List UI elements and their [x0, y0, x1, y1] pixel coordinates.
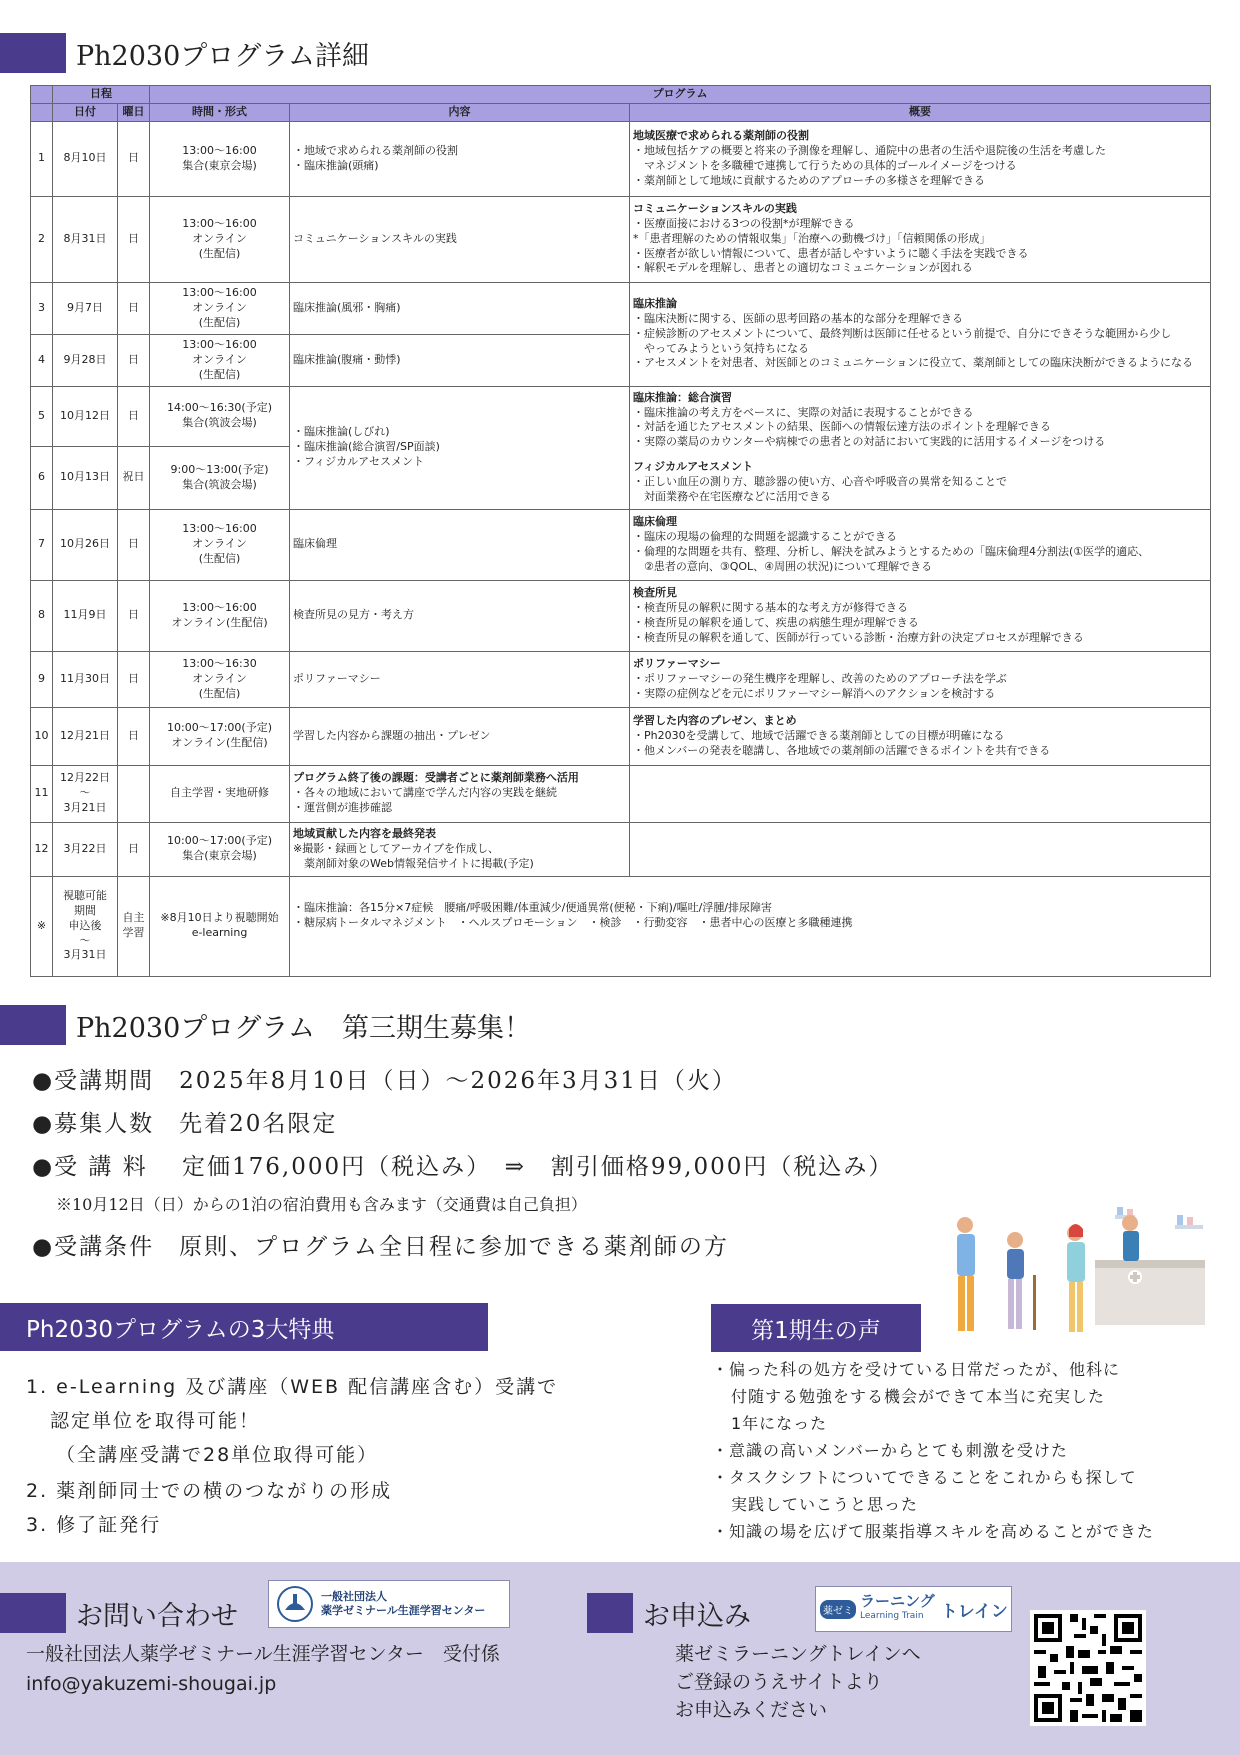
row-number: 10 [31, 707, 53, 765]
row-content [290, 822, 630, 876]
summary-title: 地域医療で求められる薬剤師の役割 [633, 129, 809, 142]
row-summary [630, 707, 1211, 765]
table-row [31, 282, 1211, 334]
row-summary [630, 765, 1211, 822]
row-date: 9月7日 [53, 282, 118, 334]
row-time: 13:00～16:00 オンライン (生配信) [150, 509, 290, 580]
table-row [31, 580, 1211, 651]
apply-text-1: 薬ゼミラーニングトレインへ [675, 1643, 921, 1665]
pharmacy-illustration [945, 1205, 1210, 1340]
row-summary [630, 386, 1211, 509]
row-summary [630, 282, 1211, 386]
summary-body: ・臨床推論の考え方をベースに、実際の対話に表現することができる ・対話を通じたアセスメントの結果、医師への情報伝達方法のポイントを理解できる ・実際の薬局のカウンターや病棟での患者との対話において実践的に活用するイメージをつける [633, 405, 1106, 449]
apply-heading [587, 1593, 751, 1633]
features-title: Ph2030プログラムの3大特典 [26, 1316, 335, 1343]
voice-4: ・知識の場を広げて服薬指導スキルを高めることができた [712, 1522, 1154, 1541]
info-fee-note: ※10月12日（日）からの1泊の宿泊費用も含みます（交通費は自己負担） [56, 1195, 587, 1214]
info-period: ●受講期間 2025年8月10日（日）～2026年3月31日（火） [32, 1068, 737, 1094]
row-summary [630, 580, 1211, 651]
row-content: ・臨床推論：各15分×7症候 腰痛/呼吸困難/体重減少/便通異常(便秘・下痢)/嘔吐/浮腫/排尿障害 ・糖尿病トータルマネジメント ・ヘルスプロモーション ・検診 ・行動変容 ・患者中心の医療と多職種連携 [290, 876, 1211, 976]
row-time: 14:00～16:30(予定) 集合(筑波会場) [150, 386, 290, 446]
features-banner [0, 1303, 488, 1351]
row-number: 9 [31, 651, 53, 707]
row-date: 10月12日 [53, 386, 118, 446]
row-date: 11月9日 [53, 580, 118, 651]
header-schedule: 日程 [53, 86, 150, 104]
summary-body: ・Ph2030を受講して、地域で活躍できる薬剤師としての目標が明確になる ・他メンバーの発表を聴講し、各地域での薬剤師の活躍できるポイントを共有できる [633, 728, 1051, 757]
row-time: 13:00～16:00 オンライン (生配信) [150, 196, 290, 282]
table-row [31, 121, 1211, 196]
contact-organization: 一般社団法人薬学ゼミナール生涯学習センター 受付係 [26, 1643, 500, 1665]
table-row [31, 876, 1211, 976]
row-date: 9月28日 [53, 334, 118, 386]
summary-title: 検査所見 [633, 586, 677, 599]
row-summary [630, 509, 1211, 580]
summary-body-2: ・正しい血圧の測り方、聴診器の使い方、心音や呼吸音の異常を知ることで 対面業務や在宅医療などに活用できる [633, 474, 1007, 503]
row-time: 13:00～16:00 オンライン(生配信) [150, 580, 290, 651]
qr-code-icon[interactable] [1030, 1610, 1146, 1726]
row-day: 日 [118, 651, 150, 707]
row-summary [630, 196, 1211, 282]
row-summary [630, 121, 1211, 196]
section-heading-recruit [0, 1005, 531, 1045]
apply-logo-badge: 薬ゼミ [820, 1600, 856, 1619]
contact-logo-line1: 一般社団法人 [321, 1590, 387, 1603]
content-title: プログラム終了後の課題：受講者ごとに薬剤師業務へ活用 [293, 771, 579, 785]
section-title: Ph2030プログラム詳細 [76, 40, 369, 72]
row-time: 13:00～16:00 集合(東京会場) [150, 121, 290, 196]
row-number: 6 [31, 446, 53, 509]
row-number: 7 [31, 509, 53, 580]
summary-body: ・地域包括ケアの概要と将来の予測像を理解し、通院中の患者の生活や退院後の生活を考慮した マネジメントを多職種で連携して行うための具体的ゴールイメージをつける ・薬剤師として地域に貢献するためのアプローチの多様さを理解できる [633, 143, 1106, 187]
row-content: 臨床推論(風邪・胸痛) [290, 282, 630, 334]
row-day: 日 [118, 282, 150, 334]
content-body: ・各々の地域において講座で学んだ内容の実践を継続 ・運営側が進捗確認 [293, 786, 557, 815]
contact-logo [268, 1580, 510, 1628]
header-day: 曜日 [118, 103, 150, 121]
contact-title: お問い合わせ [76, 1600, 238, 1632]
row-day: 日 [118, 386, 150, 446]
schedule-table [30, 85, 1211, 977]
row-number: 11 [31, 765, 53, 822]
row-number: 5 [31, 386, 53, 446]
content-title: 地域貢献した内容を最終発表 [293, 826, 436, 840]
apply-logo-main: ラーニング [860, 1592, 935, 1610]
summary-body: ・ポリファーマシーの発生機序を理解し、改善のためのアプローチ法を学ぶ ・実際の症例などを元にポリファーマシー解消へのアクションを検討する [633, 671, 1007, 700]
row-content: ポリファーマシー [290, 651, 630, 707]
row-date: 11月30日 [53, 651, 118, 707]
feature-item-1: 1. e-Learning 及び講座（WEB 配信講座含む）受講で [26, 1376, 559, 1398]
row-content [290, 765, 630, 822]
row-time: 10:00～17:00(予定) オンライン(生配信) [150, 707, 290, 765]
row-day: 日 [118, 509, 150, 580]
apply-logo [815, 1586, 1012, 1632]
table-row [31, 651, 1211, 707]
row-date: 8月10日 [53, 121, 118, 196]
row-time: 13:00～16:00 オンライン (生配信) [150, 282, 290, 334]
row-content: コミュニケーションスキルの実践 [290, 196, 630, 282]
header-program: プログラム [150, 86, 1211, 104]
row-time: 自主学習・実地研修 [150, 765, 290, 822]
voice-1: ・偏った科の処方を受けている日常だったが、他科に [712, 1360, 1121, 1379]
table-row [31, 509, 1211, 580]
row-number: ※ [31, 876, 53, 976]
row-day [118, 765, 150, 822]
summary-title: 臨床倫理 [633, 515, 677, 528]
apply-logo-right: トレイン [940, 1601, 1008, 1622]
summary-body: ・医療面接における3つの役割*が理解できる *「患者理解のための情報収集」「治療への動機づけ」「信頼関係の形成」 ・医療者が欲しい情報について、患者が話しやすいように聴く手法を実践できる ・解釈モデルを理解し、患者との適切なコミュニケーションが図れる [633, 216, 1029, 275]
row-number: 3 [31, 282, 53, 334]
info-capacity: ●募集人数 先着20名限定 [32, 1111, 338, 1137]
table-row [31, 822, 1211, 876]
row-number: 4 [31, 334, 53, 386]
row-date: 3月22日 [53, 822, 118, 876]
section-title: Ph2030プログラム 第三期生募集！ [76, 1012, 531, 1044]
row-date: 12月21日 [53, 707, 118, 765]
summary-body: ・臨床決断に関する、医師の思考回路の基本的な部分を理解できる ・症候診断のアセスメントについて、最終判断は医師に任せるという前提で、自分にできそうな範囲から少し やってみようという気持ちになる ・アセスメントを対患者、対医師とのコミュニケーションに役立て、薬剤師としての臨床決断ができるようになる [633, 311, 1194, 370]
header-content: 内容 [290, 103, 630, 121]
row-content: 検査所見の見方・考え方 [290, 580, 630, 651]
summary-title: 臨床推論 [633, 297, 677, 311]
row-time: 13:00～16:30 オンライン (生配信) [150, 651, 290, 707]
voice-1-line3: 1年になった [731, 1414, 828, 1433]
row-number: 12 [31, 822, 53, 876]
row-number: 1 [31, 121, 53, 196]
table-row [31, 765, 1211, 822]
row-time: 10:00～17:00(予定) 集合(東京会場) [150, 822, 290, 876]
apply-text-2: ご登録のうえサイトより [675, 1671, 883, 1693]
row-time: 9:00～13:00(予定) 集合(筑波会場) [150, 446, 290, 509]
organization-emblem-icon [275, 1584, 315, 1624]
summary-title: コミュニケーションスキルの実践 [633, 202, 797, 216]
row-day: 日 [118, 580, 150, 651]
row-time: ※8月10日より視聴開始 e-learning [150, 876, 290, 976]
row-day: 日 [118, 121, 150, 196]
feature-item-1-line2: 認定単位を取得可能！ [50, 1410, 261, 1432]
row-date: 12月22日 ～ 3月21日 [53, 765, 118, 822]
apply-title: お申込み [643, 1600, 751, 1632]
row-summary [630, 822, 1211, 876]
row-day: 日 [118, 822, 150, 876]
summary-body: ・検査所見の解釈に関する基本的な考え方が修得できる ・検査所見の解釈を通して、疾患の病態生理が理解できる ・検査所見の解釈を通して、医師が行っている診断・治療方針の決定プロセスが理解できる [633, 600, 1084, 644]
row-content: 臨床倫理 [290, 509, 630, 580]
heading-bar [587, 1593, 633, 1633]
header-time: 時間・形式 [150, 103, 290, 121]
voices-title: 第1期生の声 [751, 1317, 881, 1344]
info-condition: ●受講条件 原則、プログラム全日程に参加できる薬剤師の方 [32, 1234, 729, 1260]
heading-bar [0, 1005, 66, 1045]
contact-email[interactable]: info@yakuzemi-shougai.jp [26, 1673, 277, 1695]
row-time: 13:00～16:00 オンライン (生配信) [150, 334, 290, 386]
summary-title: ポリファーマシー [633, 656, 721, 670]
summary-title-2: フィジカルアセスメント [633, 460, 754, 474]
section-heading-details [0, 33, 369, 73]
heading-bar [0, 1593, 66, 1633]
feature-item-1-line3: （全講座受講で28単位取得可能） [56, 1444, 379, 1466]
header-summary: 概要 [630, 103, 1211, 121]
row-day: 日 [118, 707, 150, 765]
voice-1-line2: 付随する勉強をする機会ができて本当に充実した [731, 1387, 1106, 1406]
voice-3: ・タスクシフトについてできることをこれからも探して [712, 1468, 1137, 1487]
row-day: 祝日 [118, 446, 150, 509]
row-date: 10月26日 [53, 509, 118, 580]
table-row [31, 707, 1211, 765]
header-date: 日付 [53, 103, 118, 121]
voices-banner [711, 1304, 921, 1352]
row-content: ・臨床推論(しびれ) ・臨床推論(総合演習/SP面談) ・フィジカルアセスメント [290, 386, 630, 509]
row-number: 2 [31, 196, 53, 282]
feature-item-2: 2. 薬剤師同士での横のつながりの形成 [26, 1480, 393, 1502]
row-number: 8 [31, 580, 53, 651]
row-day: 自主 学習 [118, 876, 150, 976]
row-summary [630, 651, 1211, 707]
row-day: 日 [118, 196, 150, 282]
row-date: 視聴可能 期間 申込後 ～ 3月31日 [53, 876, 118, 976]
contact-heading [0, 1593, 238, 1633]
row-content: ・地域で求められる薬剤師の役割 ・臨床推論(頭痛) [290, 121, 630, 196]
summary-title: 臨床推論：総合演習 [633, 390, 732, 404]
table-row [31, 196, 1211, 282]
feature-item-3: 3. 修了証発行 [26, 1514, 162, 1536]
row-content: 学習した内容から課題の抽出・プレゼン [290, 707, 630, 765]
voice-2: ・意識の高いメンバーからとても刺激を受けた [712, 1441, 1068, 1460]
voice-3-line2: 実践していこうと思った [731, 1495, 919, 1514]
contact-logo-line2: 薬学ゼミナール生涯学習センター [321, 1604, 486, 1617]
table-row [31, 386, 1211, 446]
apply-text-3: お申込みください [675, 1699, 828, 1721]
content-body: ※撮影・録画としてアーカイブを作成し、 薬剤師対象のWeb情報発信サイトに掲載(予定) [293, 841, 534, 870]
row-day: 日 [118, 334, 150, 386]
row-content: 臨床推論(腹痛・動悸) [290, 334, 630, 386]
summary-body: ・臨床の現場の倫理的な問題を認識することができる ・倫理的な問題を共有、整理、分析し、解決を試みようとするための「臨床倫理4分割法(①医学的適応、 ②患者の意向、③QOL、④周囲の状況)について理解できる [633, 529, 1150, 573]
row-date: 10月13日 [53, 446, 118, 509]
apply-logo-sub: Learning Train [860, 1611, 924, 1621]
row-date: 8月31日 [53, 196, 118, 282]
summary-title: 学習した内容のプレゼン、まとめ [633, 713, 797, 727]
info-fee: ●受 講 料 定価176,000円（税込み） ⇒ 割引価格99,000円（税込み） [32, 1154, 894, 1180]
heading-bar [0, 33, 66, 73]
